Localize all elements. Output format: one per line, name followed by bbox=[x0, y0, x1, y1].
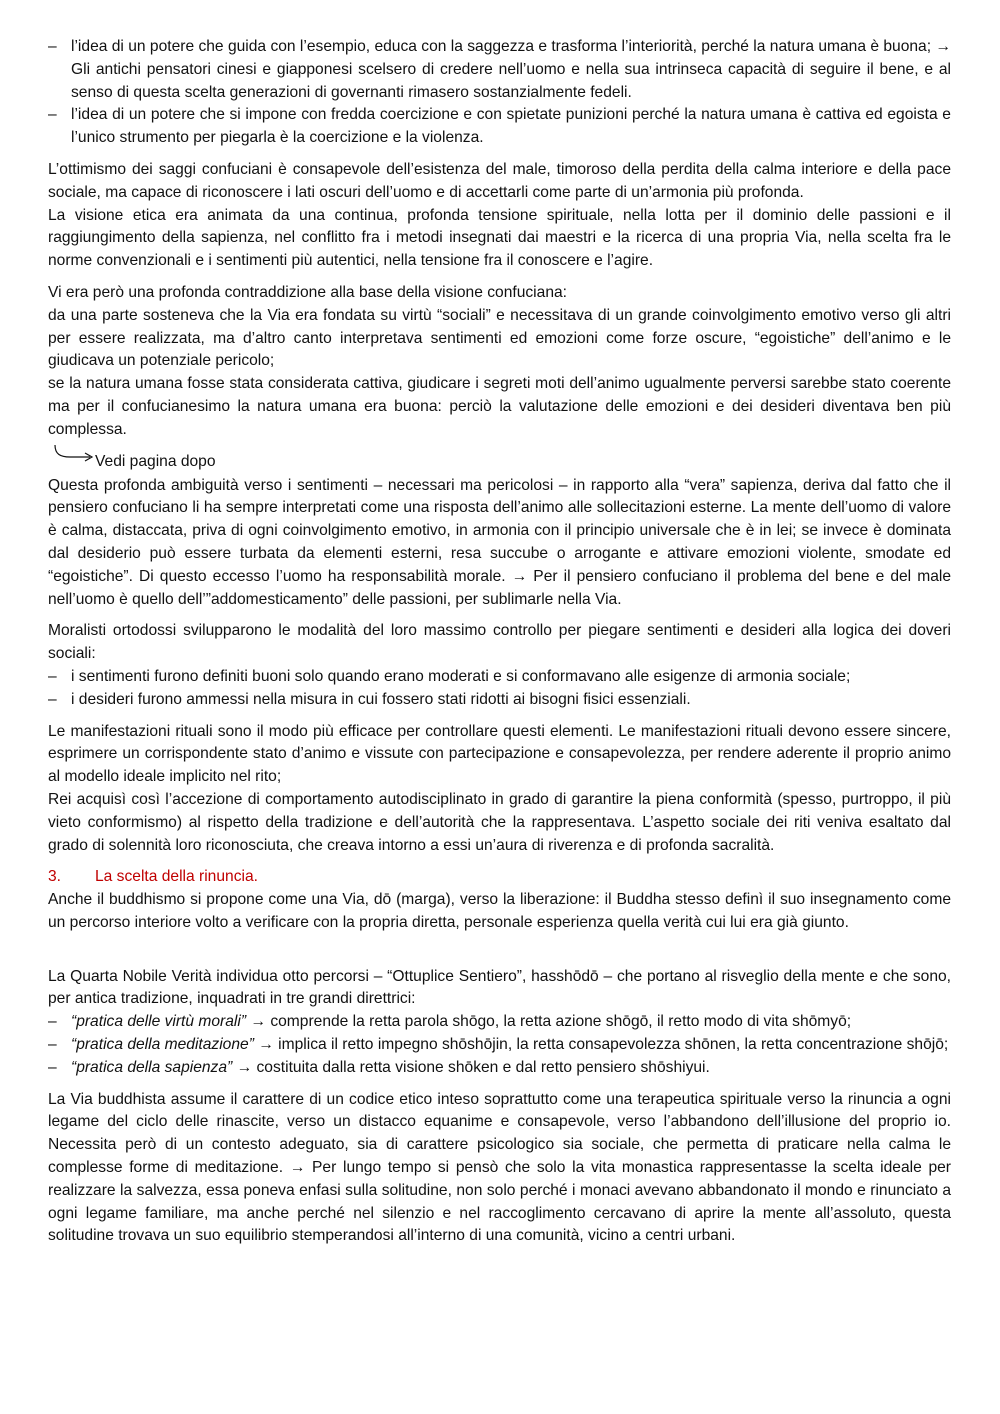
list-item-text: Gli antichi pensatori cinesi e giapponesi scelsero di credere nell’uomo e nella sua intrinseca capacità di seguire il bene, e al senso di questa scelta generazioni di governanti rimasero sostanzialmente fedeli. bbox=[71, 60, 951, 101]
list-item-text: l’idea di un potere che si impone con fredda coercizione e con spietate punizioni perché la natura umana è cattiva ed egoista e l’unico strumento per piegarla è la coercizione e la violenza. bbox=[71, 106, 951, 147]
list-item bbox=[48, 1011, 951, 1034]
list-item bbox=[48, 1057, 951, 1080]
paragraph-da-una-parte: da una parte sosteneva che la Via era fondata su virtù “sociali” e necessitava di un grande coinvolgimento emotivo verso gli altri per essere realizzata, ma d’altro canto interpretava sentimenti ed emozioni come forze oscure, “egoistiche” dell’animo e le giudicava un potenziale pericolo; bbox=[48, 306, 951, 370]
paragraph-buddhismo: Anche il buddhismo si propone come una Via, dō (marga), verso la liberazione: il Buddha stesso definì il suo insegnamento come un percorso interiore volto a verificare con la propria diretta, personale esperienza quella verità cui lui era già giunto. bbox=[48, 891, 951, 931]
controls-list bbox=[48, 666, 951, 712]
paragraph-rei: Rei acquisì così l’accezione di comportamento autodisciplinato in grado di garantire la piena conformità (spesso, purtroppo, il più vieto conformismo) al rispetto della tradizione e dell’autorità che la rappresentava. L’aspetto sociale dei riti veniva esaltato dal grado di solennità loro riconosciuta, che creava intorno a essi un’aura di riverenza e di profonda sacralità. bbox=[48, 790, 951, 854]
paragraph-via-buddhista bbox=[48, 1089, 951, 1249]
arrow-icon: → bbox=[289, 1159, 306, 1177]
list-item-label: “pratica della sapienza” bbox=[71, 1058, 233, 1076]
list-item-text: l’idea di un potere che guida con l’esempio, educa con la saggezza e trasforma l’interiorità, perché la natura umana è buona; bbox=[71, 38, 936, 55]
paragraph-text: La Via buddhista assume il carattere di un codice etico inteso soprattutto come una terapeutica spirituale verso la rinuncia a ogni legame del ciclo delle rinascite, verso un distacco equanime e consapevole, verso l’abbandono dell’illusione del proprio io. Necessita però di un contesto adeguato, sia di carattere psicologico sia sociale, che permetta di praticare nella calma le complesse forme di meditazione. bbox=[48, 1090, 951, 1177]
list-item bbox=[48, 104, 951, 150]
arrow-icon: → bbox=[935, 38, 951, 55]
paragraph-rituali: Le manifestazioni rituali sono il modo più efficace per controllare questi elementi. Le manifestazioni rituali devono essere sincere, esprimere un corrispondente stato d’animo e vissute con partecipazione e consapevolezza, per rendere aderente il proprio animo al modello ideale implicito nel rito; bbox=[48, 722, 951, 786]
arrow-icon: → bbox=[250, 1013, 266, 1031]
paragraph-text: Per lungo tempo si pensò che solo la vita monastica rappresentasse la scelta ideale per realizzare la salvezza, essa poneva enfasi sulla solitudine, non solo perché i monaci avevano abbandonato il mondo e rinunciato a ogni legame familiare, ma anche perché nel silenzio e nel raccoglimento cercavano di aprire la mente all’assoluto, questa solitudine trovava un suo equilibrio stemperandosi all’interno di una comunità, vicino a centri urbani. bbox=[48, 1159, 951, 1245]
paragraph-ottimismo: L’ottimismo dei saggi confuciani è consapevole dell’esistenza del male, timoroso della perdita della calma interiore e della pace sociale, ma capace di riconoscere i lati oscuri dell’uomo e di accettarli come parte di un’armonia più profonda. bbox=[48, 160, 951, 201]
curved-arrow-icon bbox=[50, 443, 96, 467]
list-item: – i desideri furono ammessi nella misura in cui fossero stati ridotti ai bisogni fisici essenziali. bbox=[48, 689, 951, 712]
list-item-text: costituita dalla retta visione shōken e dal retto pensiero shōshiyui. bbox=[252, 1058, 710, 1076]
directions-list bbox=[48, 1011, 951, 1079]
list-item-text: comprende la retta parola shōgo, la retta azione shōgō, il retto modo di vita shōmyō; bbox=[266, 1013, 852, 1031]
arrow-icon: → bbox=[511, 567, 528, 585]
paragraph-contraddizione: Vi era però una profonda contraddizione alla base della visione confuciana: bbox=[48, 283, 567, 301]
power-ideas-list bbox=[48, 36, 951, 150]
paragraph-ambiguita bbox=[48, 475, 951, 612]
section-heading bbox=[48, 866, 951, 889]
arrow-icon: → bbox=[236, 1058, 253, 1076]
list-item-label: “pratica delle virtù morali” bbox=[71, 1013, 247, 1031]
arrow-icon: → bbox=[258, 1036, 274, 1054]
list-item: – i sentimenti furono definiti buoni solo quando erano moderati e si conformavano alle esigenze di armonia sociale; bbox=[48, 666, 951, 689]
list-item bbox=[48, 36, 951, 104]
list-item-label: “pratica della meditazione” bbox=[71, 1036, 254, 1054]
section-title: La scelta della rinuncia. bbox=[95, 868, 258, 886]
list-item-text: implica il retto impegno shōshōjin, la retta consapevolezza shōnen, la retta concentrazione shōjō; bbox=[273, 1036, 949, 1054]
paragraph-quarta-verita: La Quarta Nobile Verità individua otto percorsi – “Ottuplice Sentiero”, hasshōdō – che portano al risveglio della mente e che sono, per antica tradizione, inquadrati in tre grandi direttrici: bbox=[48, 967, 951, 1008]
see-next-page-text: Vedi pagina dopo bbox=[95, 452, 216, 470]
list-item bbox=[48, 1034, 951, 1057]
paragraph-moralisti: Moralisti ortodossi svilupparono le modalità del loro massimo controllo per piegare sentimenti e desideri alla logica dei doveri sociali: bbox=[48, 622, 951, 663]
see-next-page-note bbox=[48, 451, 951, 475]
section-number: 3. bbox=[48, 868, 62, 886]
paragraph-se-la-natura: se la natura umana fosse stata considerata cattiva, giudicare i segreti moti dell’animo ugualmente perversi sarebbe stato coerente ma per il confucianesimo la natura umana era buona: perciò la valutazione delle emozioni e dei desideri diventava ben più complessa. bbox=[48, 375, 951, 438]
paragraph-text: Questa profonda ambiguità verso i sentimenti – necessari ma pericolosi – in rapporto alla “vera” sapienza, deriva dal fatto che il pensiero confuciano li ha sempre interpretati come una risposta dell’animo alle sollecitazioni esterne. La mente dell’uomo di valore è calma, distaccata, priva di ogni coinvolgimento emotivo, in armonia con il principio universale che è in lei; se invece è dominata dal desiderio può essere turbata da elementi esterni, resa succube o arrogante e attivare emozioni violente, smodate ed “egoistiche”. Di questo eccesso l’uomo ha responsabilità morale. bbox=[48, 476, 951, 585]
paragraph-text: Per il pensiero confuciano il problema del bene e del male nell’uomo è quello dell’”addomesticamento” delle passioni, per sublimarle nella Via. bbox=[48, 567, 952, 608]
paragraph-visione: La visione etica era animata da una continua, profonda tensione spirituale, nella lotta per il dominio delle passioni e il raggiungimento della sapienza, nel conflitto fra i metodi insegnati dai maestri e la ricerca di una propria Via, nella scelta fra le norme convenzionali e i sentimenti più autentici, nella tensione fra il conoscere e l’agire. bbox=[48, 206, 951, 270]
